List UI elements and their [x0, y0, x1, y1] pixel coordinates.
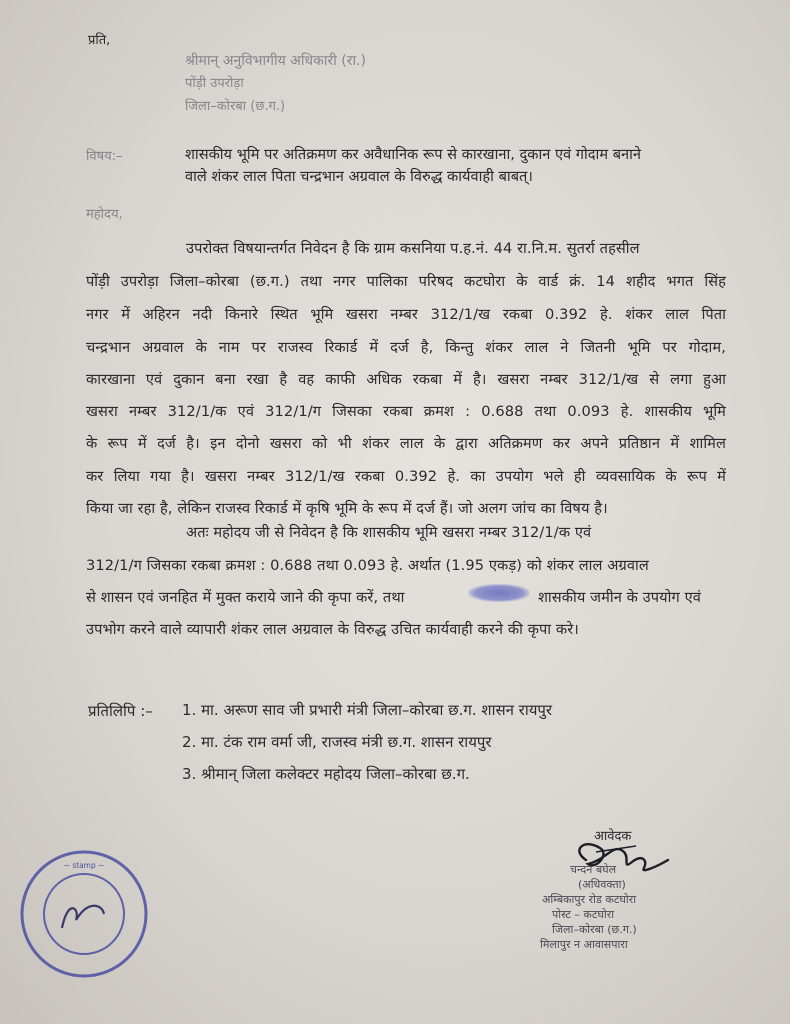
- official-stamp: [18, 848, 150, 980]
- applicant-line: (अधिवक्ता): [578, 878, 626, 891]
- recipient-line-3: जिला–कोरबा (छ.ग.): [185, 99, 286, 114]
- para1-line: पोंड़ी उपरोड़ा जिला–कोरबा (छ.ग.) तथा नगर पालिका परिषद कटघोरा के वार्ड क्रं. 14 शहीद भगत सिंह: [86, 273, 726, 290]
- para2-line: उपभोग करने वाले व्यापारी शंकर लाल अग्रवाल के विरुद्ध उचित कार्यवाही करने की कृपा करे।: [86, 621, 579, 638]
- recipient-line-2: पोंड़ी उपरोड़ा: [185, 76, 244, 91]
- svg-text:~ stamp ~: ~ stamp ~: [63, 861, 105, 870]
- ink-smudge: [468, 584, 530, 602]
- subject-line-2: वाले शंकर लाल पिता चन्द्रभान अग्रवाल के विरुद्ध कार्यवाही बाबत्।: [185, 168, 533, 185]
- salutation: महोदय,: [86, 207, 123, 222]
- copy-to-item: 3. श्रीमान् जिला कलेक्टर महोदय जिला–कोरबा छ.ग.: [182, 765, 470, 783]
- para2-line: से शासन एवं जनहित में मुक्त कराये जाने की कृपा करें, तथा: [86, 589, 405, 606]
- applicant-line: चन्दन बघेल: [570, 863, 617, 876]
- applicant-label: आवेदक: [594, 829, 632, 844]
- para1-line: उपरोक्त विषयान्तर्गत निवेदन है कि ग्राम कसनिया प.ह.नं. 44 रा.नि.म. सुतर्रा तहसील: [186, 240, 640, 257]
- applicant-line: जिला–कोरबा (छ.ग.): [552, 923, 637, 936]
- para2-line: शासकीय जमीन के उपयोग एवं: [538, 589, 701, 606]
- applicant-line: मिलापुर न आवासपारा: [540, 938, 628, 951]
- para1-line: किया जा रहा है, लेकिन राजस्व रिकार्ड में कृषि भूमि के रूप में दर्ज हैं। जो अलग जांच का विषय है।: [86, 500, 608, 517]
- applicant-address: [540, 862, 637, 952]
- subject-label: विषय:–: [86, 149, 123, 164]
- para1-line: कारखाना एवं दुकान बना रखा है वह काफी अधिक रकबा में है। खसरा नम्बर 312/1/ख से लगा हुआ: [86, 371, 726, 388]
- applicant-line: अम्बिकापुर रोड कटघोरा: [542, 893, 637, 906]
- para2-line: 312/1/ग जिसका रकबा क्रमश : 0.688 तथा 0.093 हे. अर्थात (1.95 एकड़) को शंकर लाल अग्रवाल: [86, 557, 649, 574]
- para1-line: खसरा नम्बर 312/1/क एवं 312/1/ग जिसका रकबा क्रमश : 0.688 तथा 0.093 हे. शासकीय भूमि: [86, 403, 726, 420]
- para1-line: चन्द्रभान अग्रवाल के नाम पर राजस्व रिकार्ड में दर्ज है, किन्तु शंकर लाल ने जितनी भूमि पर गोदाम,: [86, 339, 726, 356]
- para1-line: नगर में अहिरन नदी किनारे स्थित भूमि खसरा नम्बर 312/1/ख रकबा 0.392 हे. शंकर लाल पिता: [86, 306, 726, 323]
- recipient-line-1: श्रीमान् अनुविभागीय अधिकारी (रा.): [185, 53, 367, 69]
- copy-to-item: 2. मा. टंक राम वर्मा जी, राजस्व मंत्री छ.ग. शासन रायपुर: [182, 733, 492, 751]
- para1-line: कर लिया गया है। खसरा नम्बर 312/1/ख रकबा 0.392 हे. का उपयोग भले ही व्यवसायिक के रूप में: [86, 468, 726, 485]
- applicant-line: पोस्ट – कटघोरा: [552, 908, 615, 921]
- subject-line-1: शासकीय भूमि पर अतिक्रमण कर अवैधानिक रूप से कारखाना, दुकान एवं गोदाम बनाने: [185, 146, 642, 163]
- para1-line: के रूप में दर्ज है। इन दोनो खसरा को भी शंकर लाल के द्वारा अतिक्रमण कर अपने प्रतिष्ठान में शामिल: [86, 435, 726, 452]
- copy-to-label: प्रतिलिपि :–: [88, 702, 153, 720]
- prati-label: प्रति,: [88, 33, 111, 48]
- copy-to-item: 1. मा. अरूण साव जी प्रभारी मंत्री जिला–कोरबा छ.ग. शासन रायपुर: [182, 701, 553, 719]
- para2-line: अतः महोदय जी से निवेदन है कि शासकीय भूमि खसरा नम्बर 312/1/क एवं: [186, 524, 592, 541]
